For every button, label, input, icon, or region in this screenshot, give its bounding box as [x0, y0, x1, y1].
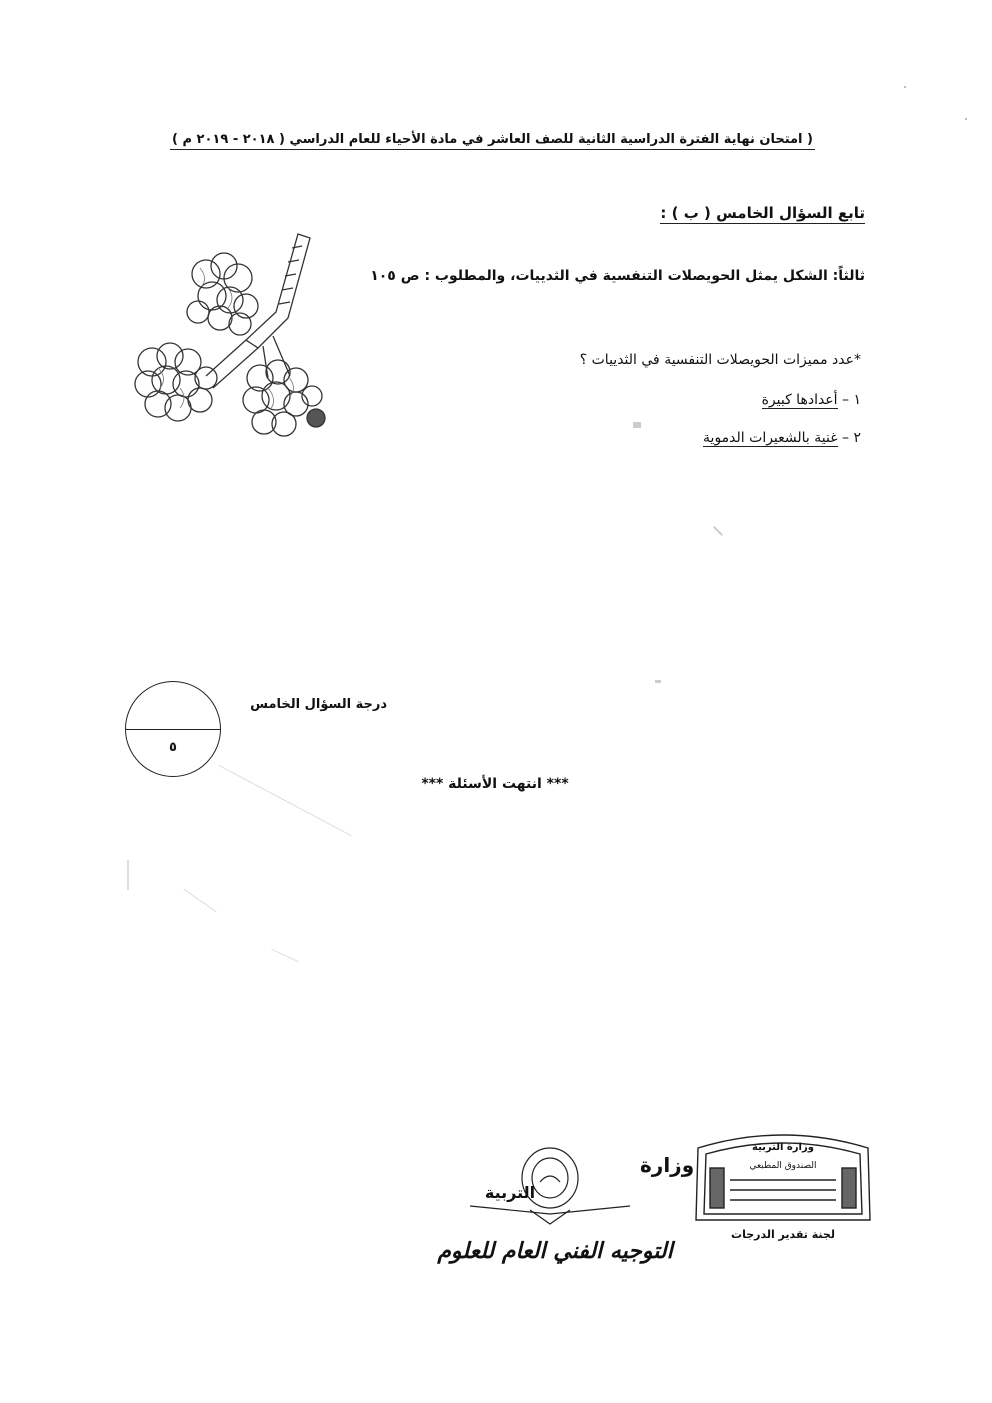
end-of-questions-note: *** انتهت الأسئلة ***	[421, 776, 569, 792]
scan-speck	[904, 86, 906, 88]
grade-divider	[126, 729, 220, 730]
answer-number: ٢ –	[842, 430, 861, 446]
grade-label: درجة السؤال الخامس	[250, 697, 387, 712]
question-text: *عدد مميزات الحويصلات التنفسية في الثدييات ؟	[579, 352, 861, 368]
committee-stamp	[688, 1128, 878, 1246]
seal-line2: التربية	[484, 1183, 536, 1202]
stamp-line2: الصندوق المطبعي	[749, 1161, 817, 1171]
scan-speck	[219, 765, 352, 836]
scan-speck	[633, 422, 641, 428]
scan-speck	[271, 949, 299, 963]
section-title: تابع السؤال الخامس ( ب ) :	[660, 204, 865, 222]
scan-speck	[183, 889, 216, 913]
answer-item	[762, 392, 861, 408]
stamp-line1: وزارة التربية	[752, 1142, 814, 1153]
scan-speck	[127, 860, 129, 890]
scan-speck	[965, 118, 967, 120]
answer-number: ١ –	[842, 392, 861, 408]
lung-alveoli-icon	[128, 228, 324, 444]
answer-item	[703, 430, 861, 446]
grade-circle	[125, 681, 221, 777]
stamp-line3: لجنة تقدير الدرجات	[731, 1228, 835, 1241]
ministry-seal	[430, 1140, 695, 1270]
answer-text: أعدادها كبيرة	[761, 392, 838, 408]
answer-text: غنية بالشعيرات الدموية	[703, 430, 838, 446]
seal-line3: التوجيه الفني العام للعلوم	[437, 1238, 673, 1264]
seal-line1: وزارة	[640, 1153, 695, 1177]
grade-max: ٥	[169, 740, 177, 755]
exam-header-title: ( امتحان نهاية الفترة الدراسية الثانية للصف العاشر في مادة الأحياء للعام الدراسي ( ٢٠١٨ - ٢٠١٩ م )	[170, 132, 815, 150]
scan-speck	[655, 680, 661, 683]
question-prompt: ثالثاً: الشكل يمثل الحويصلات التنفسية في الثدييات، والمطلوب : ص ١٠٥	[370, 268, 865, 284]
scan-speck	[713, 526, 723, 536]
